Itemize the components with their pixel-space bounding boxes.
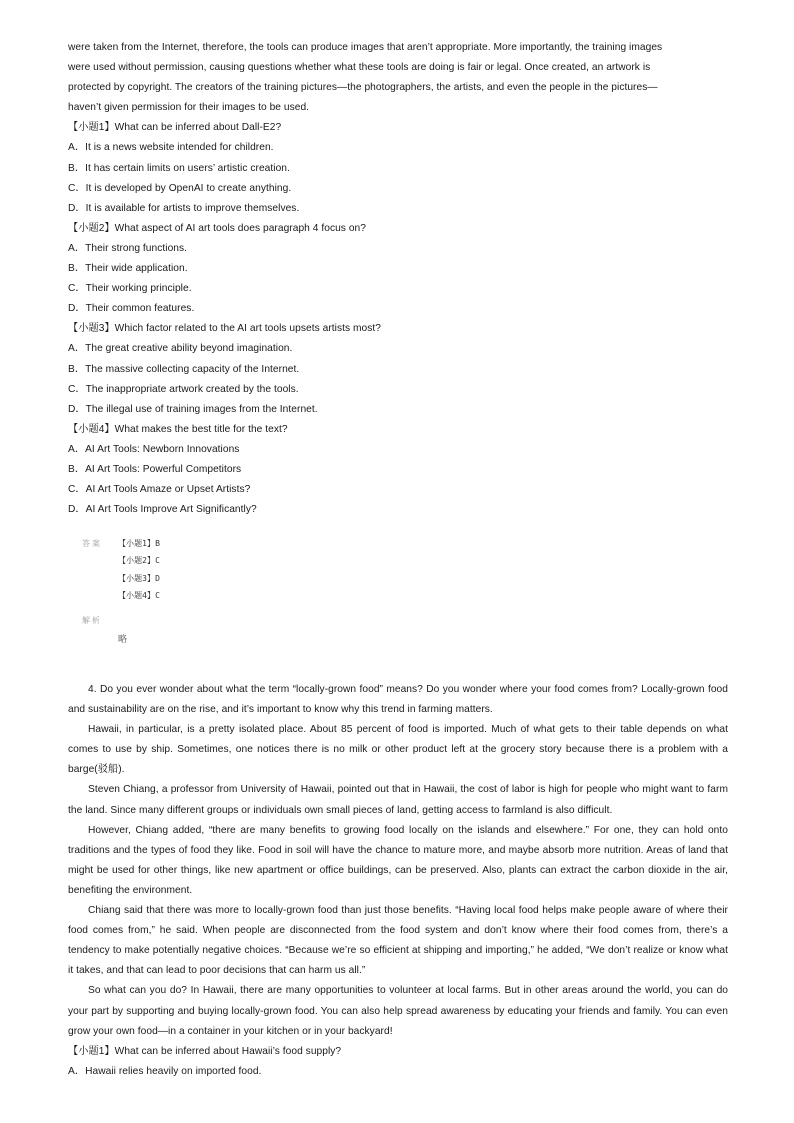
passage-continuation — [68, 38, 728, 520]
passage-line: haven’t given permission for their images to be used. — [68, 102, 310, 114]
option-b: B．The massive collecting capacity of the Internet. — [68, 363, 300, 375]
question-stem: 【小题3】Which factor related to the AI art tools upsets artists most? — [68, 323, 382, 335]
question-3 — [68, 319, 728, 419]
option-a: A．It is a news website intended for children. — [68, 142, 274, 154]
option-c: C．It is developed by OpenAI to create anything. — [68, 182, 292, 194]
question-stem: 【小题2】What aspect of AI art tools does paragraph 4 focus on? — [68, 222, 366, 234]
question-stem: 【小题4】What makes the best title for the text? — [68, 423, 288, 435]
answer-item: 【小题2】C — [118, 556, 160, 566]
passage-paragraph: 4. Do you ever wonder about what the term “locally-grown food” means? Do you wonder where your food comes from? Locally-grown food and sustainability are on the rise, and it’s important to know why this trend in farming matters. — [68, 684, 728, 716]
passage-paragraph: Chiang said that there was more to locally-grown food than just those benefits. “Having local food helps make people aware of where their food comes from,” he said. When people are disconnected from the food system and don’t know where their food comes from, there’s a tendency to make potentially negative choices. “Because we’re so efficient at shipping and importing,” he added, “We don’t realize or know what it takes, and that can lead to poor decisions that can harm us all.” — [68, 905, 728, 977]
answer-item: 【小题3】D — [118, 573, 160, 583]
option-d: D．Their common features. — [68, 303, 195, 315]
passage-4 — [68, 680, 728, 1082]
question-1 — [68, 118, 728, 218]
question-stem: 【小题1】What can be inferred about Hawaii’s food supply? — [68, 1045, 342, 1057]
option-b: B．It has certain limits on users’ artistic creation. — [68, 162, 290, 174]
passage-line: protected by copyright. The creators of the training pictures—the photographers, the artists, and even the people in the pictures— — [68, 82, 658, 94]
option-d: D．It is available for artists to improve themselves. — [68, 202, 300, 214]
question-stem: 【小题1】What can be inferred about Dall-E2? — [68, 122, 282, 134]
analysis-mark: 略 — [118, 634, 128, 644]
analysis-label: 解析 — [82, 616, 102, 625]
passage-line: were used without permission, causing questions whether what these tools are doing is fair or legal. Once created, an artwork is — [68, 62, 651, 74]
option-d: D．AI Art Tools Improve Art Significantly? — [68, 504, 257, 516]
question-2 — [68, 219, 728, 319]
option-b: B．AI Art Tools: Powerful Competitors — [68, 463, 242, 475]
answer-item: 【小题4】C — [118, 591, 160, 601]
passage-paragraph: So what can you do? In Hawaii, there are many opportunities to volunteer at local farms. But in other areas around the world, you can do your part by supporting and buying locally-grown food. You can also help spread awareness by educating your friends and family. You can even grow your own food—in a container in your kitchen or in your backyard! — [68, 985, 728, 1037]
option-d: D．The illegal use of training images from the Internet. — [68, 403, 318, 415]
answer-label: 答案 — [82, 539, 102, 548]
option-a: A．The great creative ability beyond imagination. — [68, 343, 293, 355]
question-4 — [68, 420, 728, 520]
option-c: C．AI Art Tools Amaze or Upset Artists? — [68, 484, 251, 496]
option-a: A．AI Art Tools: Newborn Innovations — [68, 443, 240, 455]
passage-paragraph: However, Chiang added, “there are many benefits to growing food locally on the islands and elsewhere.” For one, they can hold onto traditions and the types of food they like. Food in soil will have the chance to mature more, and maybe absorb more nutrition. Areas of land that might be used for other things, like new apartment or office buildings, can be preserved. Also, plants can extract the carbon dioxide in the air, benefiting the environment. — [68, 824, 728, 896]
option-c: C．Their working principle. — [68, 283, 192, 295]
passage-line: were taken from the Internet, therefore, the tools can produce images that aren’t appropriate. More importantly, the training images — [68, 42, 663, 53]
option-a: A．Their strong functions. — [68, 242, 188, 254]
answer-list — [118, 535, 160, 605]
option-a: A．Hawaii relies heavily on imported food. — [68, 1065, 262, 1077]
passage-paragraph: Hawaii, in particular, is a pretty isolated place. About 85 percent of food is imported. Much of what gets to their table depends on what comes to use by ship. Sometimes, one notices there is no milk or other product left at the grocery story because there is a problem with a barge(驳船). — [68, 724, 728, 776]
option-c: C．The inappropriate artwork created by the tools. — [68, 383, 299, 395]
passage-paragraph: Steven Chiang, a professor from University of Hawaii, pointed out that in Hawaii, the cost of labor is high for people who might want to farm the land. Since many different groups or individuals own small pieces of land, getting access to farmland is also difficult. — [68, 784, 728, 816]
option-b: B．Their wide application. — [68, 263, 188, 275]
answer-item: 【小题1】B — [118, 539, 160, 548]
